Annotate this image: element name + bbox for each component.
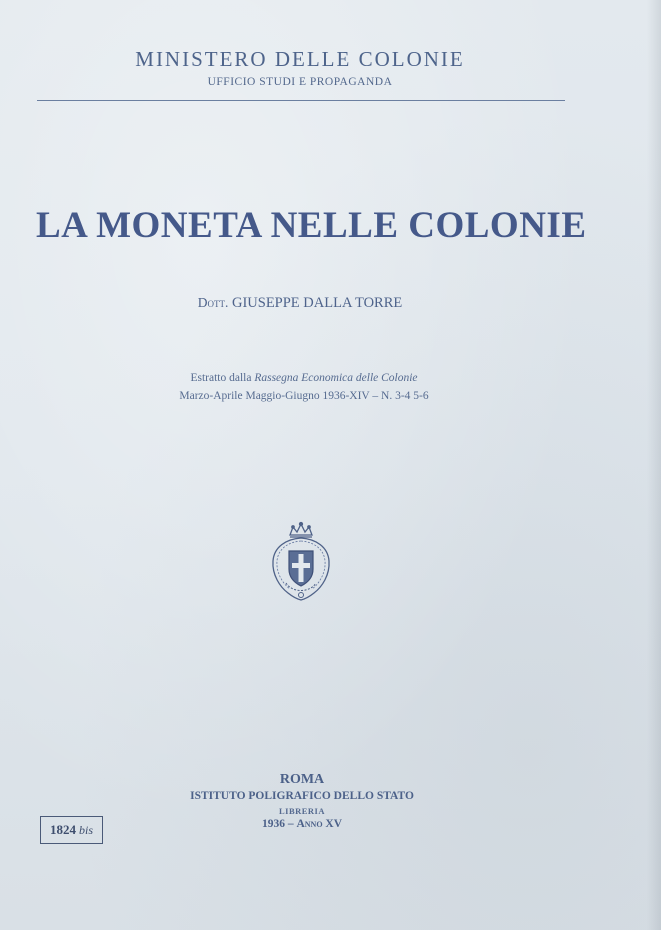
header-rule <box>37 100 565 101</box>
imprint-year-number: 1936 – <box>261 818 294 830</box>
page-edge-shadow <box>647 0 661 930</box>
author-name: GIUSEPPE DALLA TORRE <box>231 295 403 311</box>
imprint-bookshop: LIBRERIA <box>278 806 326 816</box>
savoy-coat-of-arms-icon <box>266 521 336 603</box>
catalog-number: 1824 <box>49 822 76 837</box>
catalog-suffix: bis <box>78 822 93 837</box>
extract-issue-line: Marzo-Aprile Maggio-Giugno 1936-XIV – N. 3-4 5-6 <box>179 390 429 402</box>
document-title: LA MONETA NELLE COLONIE <box>36 205 587 246</box>
catalog-number-label <box>40 816 103 844</box>
author-title-prefix: Dott. <box>197 295 229 310</box>
extract-prefix: Estratto dalla <box>190 372 252 384</box>
imprint-fascist-era-year: Anno XV <box>296 818 343 830</box>
imprint-publisher: ISTITUTO POLIGRAFICO DELLO STATO <box>190 790 414 802</box>
imprint-city: ROMA <box>279 772 325 787</box>
office-subheading: UFFICIO STUDI E PROPAGANDA <box>207 76 393 88</box>
journal-name: Rassegna Economica delle Colonie <box>254 372 418 384</box>
author-line <box>0 295 600 312</box>
extract-source-line <box>0 372 608 384</box>
ministry-heading: MINISTERO DELLE COLONIE <box>135 47 465 71</box>
